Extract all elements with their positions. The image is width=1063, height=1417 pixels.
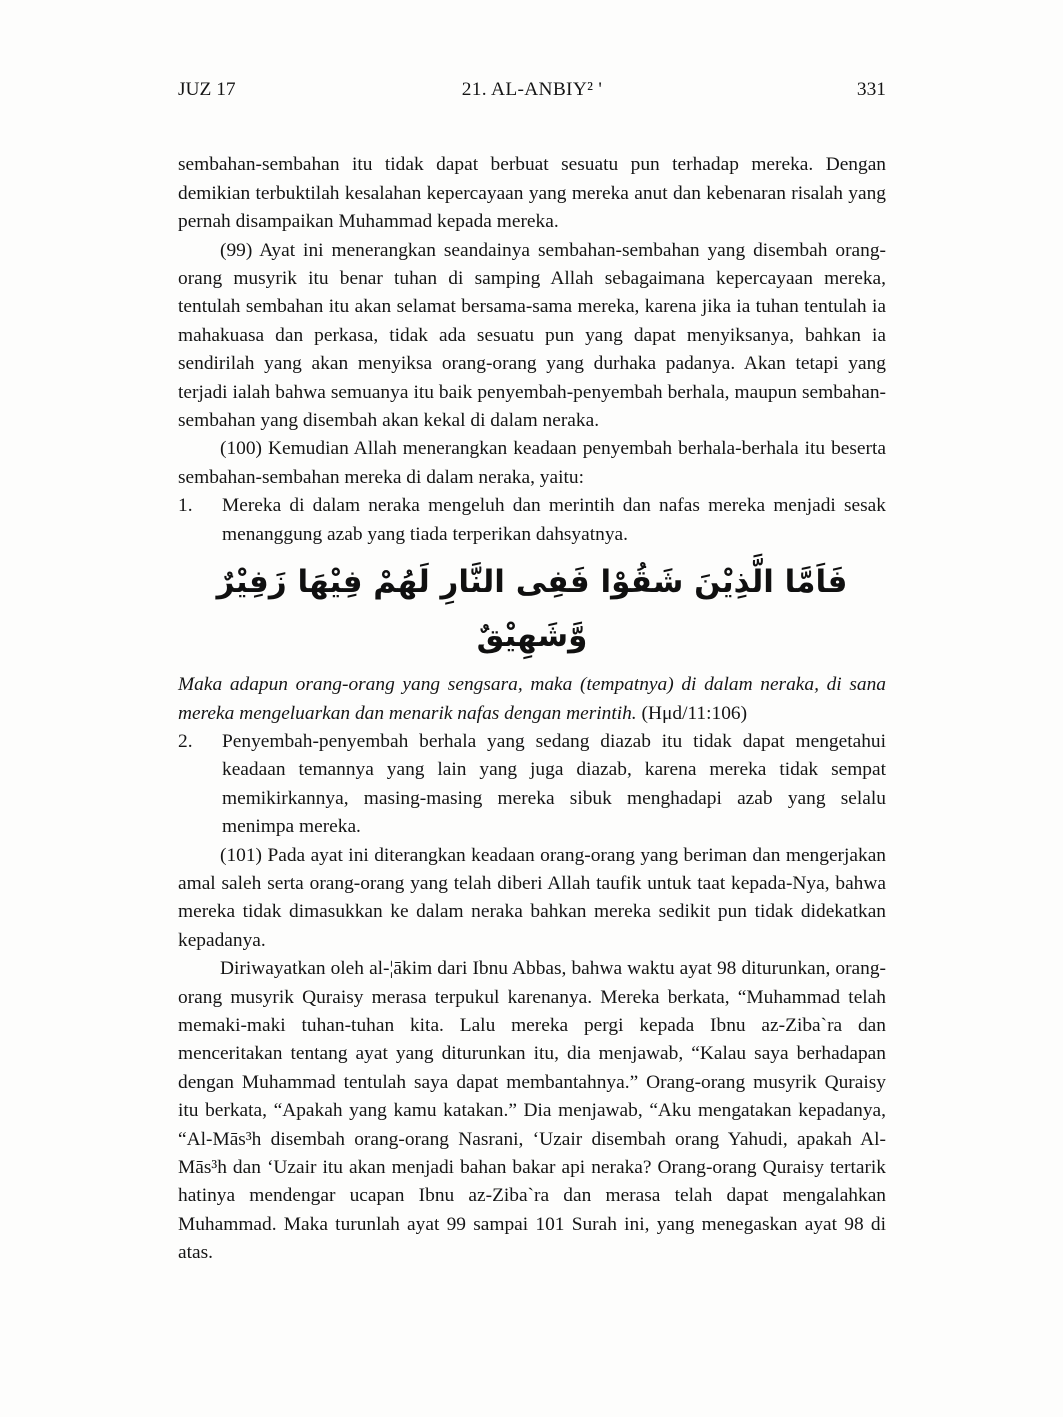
verse-reference: (Hμd/11:106) xyxy=(641,702,748,724)
paragraph-intro: sembahan-sembahan itu tidak dapat berbuat sesuatu pun terhadap mereka. Dengan demikian terbuktilah kesalahan kepercayaan yang mereka anut dan kebenaran risalah yang pernah disampaikan Muhammad kepada mereka. xyxy=(178,154,886,233)
juz-label: JUZ 17 xyxy=(178,79,236,100)
verse-translation xyxy=(178,671,886,728)
list-item-1-text: Mereka di dalam neraka mengeluh dan merintih dan nafas mereka menjadi sesak menanggung azab yang tiada terperikan dahsyatnya. xyxy=(222,495,886,545)
arabic-verse: فَاَمَّا الَّذِيْنَ شَقُوْا فَفِى النَّارِ لَهُمْ فِيْهَا زَفِيْرٌ وَّشَهِيْقٌ xyxy=(216,564,848,655)
verse-translation-text: Maka adapun orang-orang yang sengsara, maka (tempatnya) di dalam neraka, di sana mereka mengeluarkan dan menarik nafas dengan merintih. xyxy=(178,674,886,724)
paragraph-ayat-99: (99) Ayat ini menerangkan seandainya sembahan-sembahan yang disembah orang-orang musyrik itu benar tuhan di samping Allah sebagaimana kepercayaan mereka, tentulah sembahan itu akan selamat bersama-sama mereka, karena jika ia tuhan tentulah ia mahakuasa dan perkasa, tidak ada sesuatu pun yang dapat menyiksanya, bahkan ia sendirilah yang akan menyiksa orang-orang yang durhaka padanya. Akan tetapi yang terjadi ialah bahwa semuanya itu baik penyembah-penyembah berhala, maupun sembahan-sembahan yang disembah akan kekal di dalam neraka. xyxy=(178,239,886,432)
paragraph-riwayat: Diriwayatkan oleh al-¦ākim dari Ibnu Abbas, bahwa waktu ayat 98 diturunkan, orang-orang musyrik Quraisy merasa terpukul karenanya. Mereka berkata, “Muhammad telah memaki-maki tuhan-tuhan kita. Lalu mereka pergi kepada Ibnu az-Ziba`ra dan menceritakan tentang ayat yang diturunkan itu, dia menjawab, “Kalau saya berhadapan dengan Muhammad tentulah saya dapat membantahnya.” Orang-orang musyrik Quraisy itu berkata, “Apakah yang kamu katakan.” Dia menjawab, “Aku mengatakan kepadanya, “Al-Mās³h disembah orang-orang Nasrani, ‘Uzair disembah orang Yahudi, apakah Al-Mās³h dan ‘Uzair itu akan menjadi bahan bakar api neraka? Orang-orang Quraisy tertarik hatinya mendengar ucapan Ibnu az-Ziba`ra dan merasa telah dapat mengalahkan Muhammad. Maka turunlah ayat 99 sampai 101 Surah ini, yang menegaskan ayat 98 di atas. xyxy=(178,958,886,1264)
list-item-1 xyxy=(178,492,886,549)
paragraph-ayat-100: (100) Kemudian Allah menerangkan keadaan penyembah berhala-berhala itu beserta sembahan-sembahan mereka di dalam neraka, yaitu: xyxy=(178,438,886,488)
list-item-2 xyxy=(178,728,886,842)
page-header xyxy=(178,76,886,104)
surah-title: 21. AL-ANBIY² ' xyxy=(461,79,603,100)
page-number: 331 xyxy=(856,79,886,100)
list-item-2-text: Penyembah-penyembah berhala yang sedang diazab itu tidak dapat mengetahui keadaan temannya yang lain yang juga diazab, karena mereka tidak sempat memikirkannya, masing-masing mereka sibuk menghadapi azab yang selalu menimpa mereka. xyxy=(222,730,886,838)
list-item-2-number: 2. xyxy=(178,730,193,752)
page-body xyxy=(178,151,886,1267)
paragraph-ayat-101: (101) Pada ayat ini diterangkan keadaan orang-orang yang beriman dan mengerjakan amal saleh serta orang-orang yang telah diberi Allah taufik untuk taat kepada-Nya, bahwa mereka tidak dimasukkan ke dalam neraka bahkan mereka sedikit pun tidak didekatkan kepadanya. xyxy=(178,844,886,951)
list-item-1-number: 1. xyxy=(178,495,193,517)
